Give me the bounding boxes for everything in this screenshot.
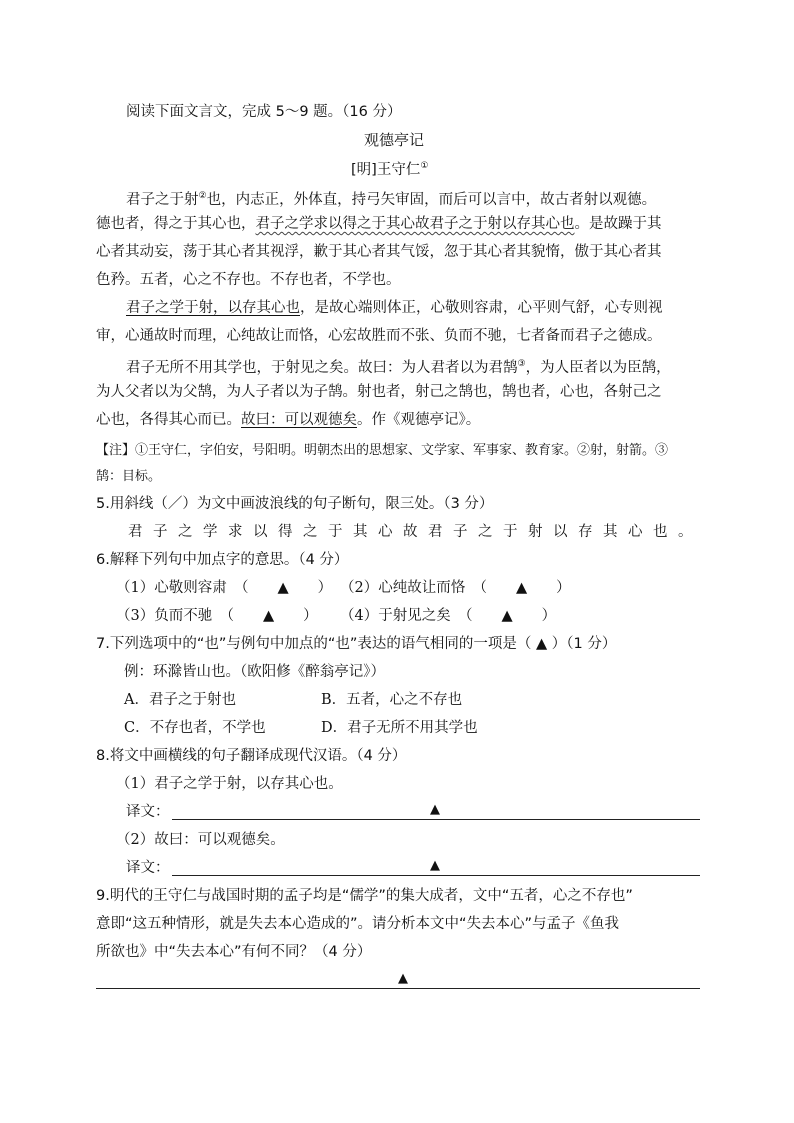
answer-line-q8-1[interactable] — [172, 819, 700, 820]
author-note-mark: ① — [420, 161, 429, 171]
reading-instruction: 阅读下面文言文，完成 5～9 题。（16 分） — [126, 104, 402, 120]
answer-marker: ▲ — [398, 971, 408, 986]
p3-line-1 — [126, 354, 671, 378]
p2-line-2: 审，心通故时而理，心纯故让而恪，心宏故胜而不张、负而不驰，七者备而君子之德成。 — [96, 328, 662, 344]
question-5: 5.用斜线（／）为文中画波浪线的句子断句，限三处。（3 分） — [96, 496, 494, 512]
answer-line-q9[interactable] — [96, 988, 700, 989]
question-6: 6.解释下列句中加点字的意思。（4 分） — [96, 552, 349, 568]
question-9-line-3: 所欲也》中“失去本心”有何不同？（4 分） — [96, 944, 372, 960]
question-6-item-2: （2）心纯故让而恪 （ ▲ ） — [340, 580, 571, 596]
question-5-sentence: 君子之学求以得之于其心故君子之于射以存其心也。 — [128, 524, 703, 540]
question-6-item-1: （1）心敬则容肃 （ ▲ ） — [116, 580, 333, 596]
notes-line-2: 鹄：目标。 — [96, 469, 162, 484]
question-6-item-3: （3）负而不驰 （ ▲ ） — [116, 608, 318, 624]
answer-line-q8-2[interactable] — [172, 875, 700, 876]
text-run: 君子之于射 — [126, 191, 199, 208]
question-7-example: 例：环滁皆山也。（欧阳修《醉翁亭记》） — [124, 664, 385, 680]
text-run: 。是故躁于其 — [574, 216, 662, 232]
translation-label-1: 译文： — [126, 804, 170, 820]
text-run: ，为人臣者以为臣鹄， — [525, 359, 671, 376]
author-name: [明]王守仁 — [351, 161, 421, 178]
p1-line-2 — [96, 214, 662, 234]
wavy-underlined-sentence: 君子之学求以得之于其心故君子之于射以存其心也 — [255, 216, 575, 232]
text-run: 德也者，得之于其心也， — [96, 216, 256, 232]
text-run: 。作《观德亭记》。 — [357, 412, 481, 428]
question-8: 8.将文中画横线的句子翻译成现代汉语。（4 分） — [96, 748, 407, 764]
footnote-mark: ③ — [517, 359, 526, 369]
passage-author — [351, 156, 428, 180]
question-7: 7.下列选项中的“也”与例句中加点的“也”表达的语气相同的一项是（ ▲ ）（1 分） — [96, 636, 617, 652]
notes-line-1: 【注】①王守仁，字伯安，号阳明。明朝杰出的思想家、文学家、军事家、教育家。②射，射箭。③ — [96, 443, 669, 458]
p1-line-3: 心者其动妄，荡于其心者其视浮，歉于其心者其气馁，忽于其心者其貌惰，傲于其心者其 — [96, 244, 662, 260]
answer-marker: ▲ — [430, 858, 440, 873]
text-run: 心也，各得其心而已。 — [96, 412, 241, 428]
text-run: 也，内志正，外体直，持弓矢审固，而后可以言中，故古者射以观德。 — [206, 191, 657, 208]
text-run: ，是故心端则体正，心敬则容肃，心平则气舒，心专则视 — [300, 300, 663, 316]
question-9-line-1: 9.明代的王守仁与战国时期的孟子均是“儒学”的集大成者，文中“五者，心之不存也” — [96, 888, 633, 904]
underlined-sentence: 故曰：可以观德矣 — [241, 412, 357, 428]
p2-line-1 — [126, 298, 663, 318]
question-7-option-c: C．不存也者，不学也 — [124, 720, 266, 736]
answer-marker: ▲ — [430, 802, 440, 817]
question-7-option-b: B．五者，心之不存也 — [321, 692, 463, 708]
text-run: 君子无所不用其学也，于射见之矣。故曰：为人君者以为君鹄 — [126, 359, 518, 376]
question-7-option-a: A．君子之于射也 — [124, 692, 236, 708]
p3-line-2: 为人父者以为父鹄，为人子者以为子鹄。射也者，射己之鹄也，鹄也者，心也，各射己之 — [96, 384, 662, 400]
footnote-mark: ② — [198, 191, 207, 201]
p1-line-1 — [126, 186, 656, 210]
question-8-part-2: （2）故曰：可以观德矣。 — [116, 832, 285, 848]
p3-line-3 — [96, 410, 480, 430]
underlined-sentence: 君子之学于射，以存其心也 — [126, 300, 300, 316]
question-9-line-2: 意即“这五种情形，就是失去本心造成的”。请分析本文中“失去本心”与孟子《鱼我 — [96, 916, 620, 932]
question-6-item-4: （4）于射见之矣 （ ▲ ） — [340, 608, 557, 624]
question-8-part-1: （1）君子之学于射，以存其心也。 — [116, 776, 343, 792]
question-7-option-d: D．君子无所不用其学也 — [321, 720, 478, 736]
p1-line-4: 色矜。五者，心之不存也。不存也者，不学也。 — [96, 272, 401, 288]
passage-title: 观德亭记 — [364, 131, 425, 149]
translation-label-2: 译文： — [126, 860, 170, 876]
